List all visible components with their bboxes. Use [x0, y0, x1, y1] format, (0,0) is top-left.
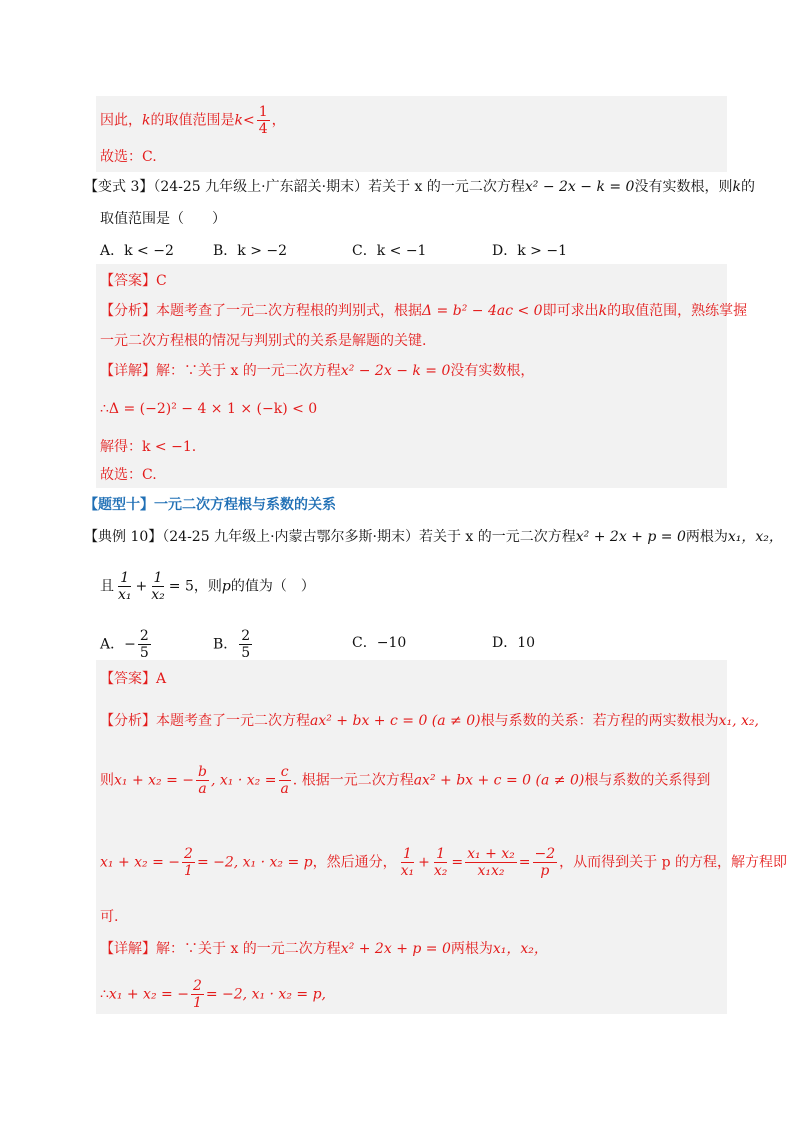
example10-option-d[interactable]: D．10: [492, 635, 536, 651]
example10-detail-line2: ∴x₁ + x₂ = − $\frac{2}{1}$ = −2, x₁ · x₂ = p,: [100, 978, 326, 1012]
example10-answer: 【答案】A: [100, 671, 167, 687]
variant3-stem: 【变式 3】（24-25 九年级上·广东韶关·期末）若关于 x 的一元二次方程x² − 2x − k = 0没有实数根，则k的: [84, 179, 755, 195]
variant3-detail-line4: 故选：C.: [100, 467, 157, 483]
example10-stem: 【典例 10】（24-25 九年级上·内蒙古鄂尔多斯·期末）若关于 x 的一元二次方程x² + 2x + p = 0两根为x₁，x₂，: [84, 529, 783, 545]
section-title: 【题型十】一元二次方程根与系数的关系: [84, 497, 336, 513]
example10-option-a[interactable]: A．− $\frac{2}{5}$: [100, 628, 149, 662]
variant3-analysis-line2: 一元二次方程根的情况与判别式的关系是解题的关键.: [100, 333, 427, 349]
example10-option-b[interactable]: B． $\frac{2}{5}$: [213, 628, 251, 662]
variant3-answer: 【答案】C: [100, 273, 167, 289]
variant3-detail: 【详解】解：∵关于 x 的一元二次方程x² − 2x − k = 0没有实数根，: [100, 363, 535, 379]
variant3-detail-line3: 解得：k < −1.: [100, 439, 197, 455]
variant3-option-d[interactable]: D．k > −1: [492, 243, 567, 259]
variant3-option-a[interactable]: A．k < −2: [100, 243, 174, 259]
example10-analysis: 【分析】本题考查了一元二次方程ax² + bx + c = 0 (a ≠ 0)根与系数的关系：若方程的两实数根为x₁, x₂,: [100, 713, 759, 729]
variant3-option-b[interactable]: B．k > −2: [213, 243, 288, 259]
conclusion-line: 因此，k的取值范围是k< $\frac{1}{4}$ ，: [100, 104, 286, 138]
variant3-option-c[interactable]: C．k < −1: [352, 243, 427, 259]
example10-stem-line2: 且 $\frac{1}{\text{x₁}}$ + $\frac{1}{\text{x₂}}$ = 5，则p的值为（ ）: [100, 570, 315, 604]
variant3-stem-line2: 取值范围是（ ）: [100, 211, 226, 227]
example10-option-c[interactable]: C．−10: [352, 635, 407, 651]
example10-analysis-line2: 则x₁ + x₂ = − $\frac{b}{a}$ , x₁ · x₂ = $\frac{c}{a}$ . 根据一元二次方程ax² + bx + c = 0 (a ≠ 0)根与系数的关系得到: [100, 764, 711, 798]
choice-line: 故选：C.: [100, 149, 157, 165]
example10-detail: 【详解】解：∵关于 x 的一元二次方程x² + 2x + p = 0两根为x₁，x₂，: [100, 941, 548, 957]
variant3-analysis: 【分析】本题考查了一元二次方程根的判别式，根据Δ = b² − 4ac < 0即可求出k的取值范围，熟练掌握: [100, 303, 748, 319]
example10-analysis-line4: 可.: [100, 909, 119, 925]
example10-analysis-line3: x₁ + x₂ = − $\frac{2}{1}$ = −2, x₁ · x₂ = p，然后通分， $\frac{1}{\text{x₁}}$ + $\frac{1}{\text{x₂}}$ = $\frac{\text{x₁ + x₂}}{\text{x₁x₂}}$ = $\frac{-2}{p}$ ，从而得到关于 p 的方程，解方程即: [100, 846, 788, 880]
variant3-detail-line2: ∴Δ = (−2)² − 4 × 1 × (−k) < 0: [100, 401, 318, 417]
